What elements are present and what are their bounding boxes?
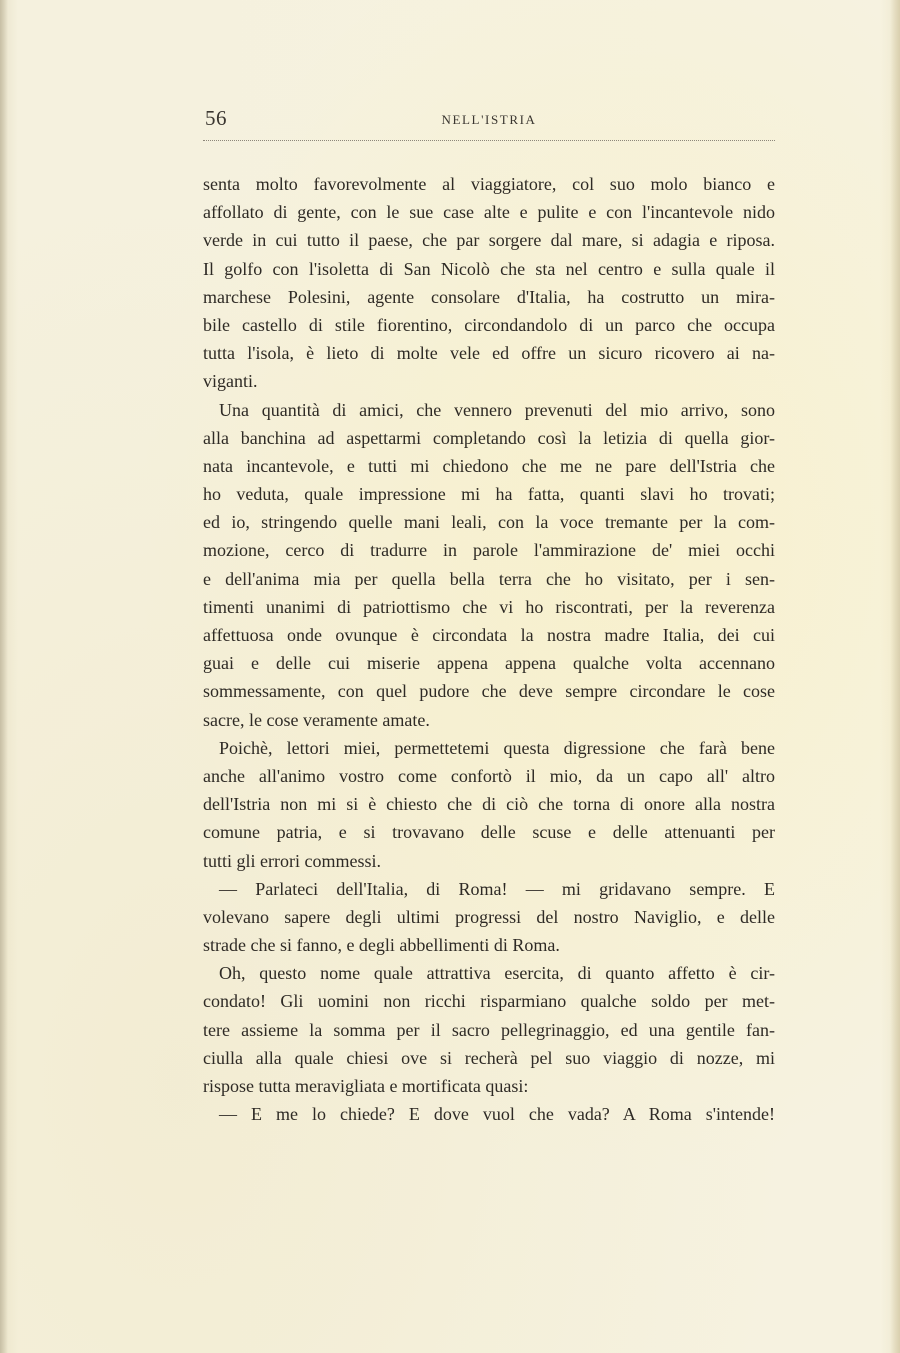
text-line: bile castello di stile fiorentino, circondandolo di un parco che occupa [203, 314, 775, 335]
text-line: Il golfo con l'isoletta di San Nicolò che sta nel centro e sulla quale il [203, 258, 775, 279]
text-line: tere assieme la somma per il sacro pellegrinaggio, ed una gentile fan- [203, 1019, 775, 1040]
text-line: ho veduta, quale impressione mi ha fatta, quanti slavi ho trovati; [203, 484, 775, 505]
text-line: ciulla alla quale chiesi ove si recherà pel suo viaggio di nozze, mi [203, 1047, 775, 1068]
text-line: mozione, cerco di tradurre in parole l'ammirazione de' miei occhi [203, 540, 775, 561]
text-line: timenti unanimi di patriottismo che vi ho riscontrati, per la reverenza [203, 596, 775, 617]
text-line: tutti gli errori commessi. [203, 850, 381, 871]
text-line: sacre, le cose veramente amate. [203, 709, 430, 730]
text-line: Oh, questo nome quale attrattiva esercita, di quanto affetto è cir- [219, 963, 775, 984]
text-line: comune patria, e si trovavano delle scuse e delle attenuanti per [203, 822, 775, 843]
text-line: viganti. [203, 371, 258, 392]
text-line: — Parlateci dell'Italia, di Roma! — mi gridavano sempre. E [219, 878, 775, 899]
text-line: affettuosa onde ovunque è circondata la nostra madre Italia, dei cui [203, 625, 775, 645]
text-line: rispose tutta meravigliata e mortificata quasi: [203, 1076, 529, 1096]
text-line: Una quantità di amici, che vennero prevenuti del mio arrivo, sono [219, 399, 775, 420]
text-line: verde in cui tutto il paese, che par sorgere dal mare, si adagia e riposa. [203, 230, 775, 251]
text-line: tutta l'isola, è lieto di molte vele ed offre un sicuro ricovero ai na- [203, 343, 775, 364]
text-line: guai e delle cui miserie appena appena qualche volta accennano [203, 653, 775, 674]
text-line: dell'Istria non mi si è chiesto che di ciò che torna di onore alla nostra [203, 794, 775, 815]
text-line: nata incantevole, e tutti mi chiedono che me ne pare dell'Istria che [203, 455, 775, 476]
page-right-edge [890, 0, 900, 1353]
text-line: alla banchina ad aspettarmi completando così la letizia di quella gior- [203, 427, 775, 448]
page-left-edge [0, 0, 8, 1353]
text-line: marchese Polesini, agente consolare d'Italia, ha costrutto un mira- [203, 286, 775, 307]
text-line: ed io, stringendo quelle mani leali, con la voce tremante per la com- [203, 512, 775, 533]
body-text [203, 170, 775, 1128]
text-line: — E me lo chiede? E dove vuol che vada? A Roma s'intende! [219, 1104, 775, 1125]
text-line: sommessamente, con quel pudore che deve sempre circondare le cose [203, 681, 775, 702]
text-line: strade che si fanno, e degli abbellimenti di Roma. [203, 935, 560, 956]
text-line: anche all'animo vostro come confortò il mio, da un capo all' altro [203, 765, 775, 786]
running-title: NELL'ISTRIA [441, 112, 537, 127]
text-line: volevano sapere degli ultimi progressi del nostro Naviglio, e delle [203, 906, 775, 927]
text-line: senta molto favorevolmente al viaggiatore, col suo molo bianco e [203, 174, 775, 194]
text-line: Poichè, lettori miei, permettetemi questa digressione che farà bene [219, 737, 775, 758]
page-number: 56 [205, 106, 227, 130]
text-line: e dell'anima mia per quella bella terra che ho visitato, per i sen- [203, 568, 775, 589]
text-line: condato! Gli uomini non ricchi risparmiano qualche soldo per met- [203, 991, 775, 1012]
page-header [203, 104, 775, 136]
text-line: affollato di gente, con le sue case alte e pulite e con l'incantevole nido [203, 202, 775, 223]
header-rule [203, 140, 775, 141]
